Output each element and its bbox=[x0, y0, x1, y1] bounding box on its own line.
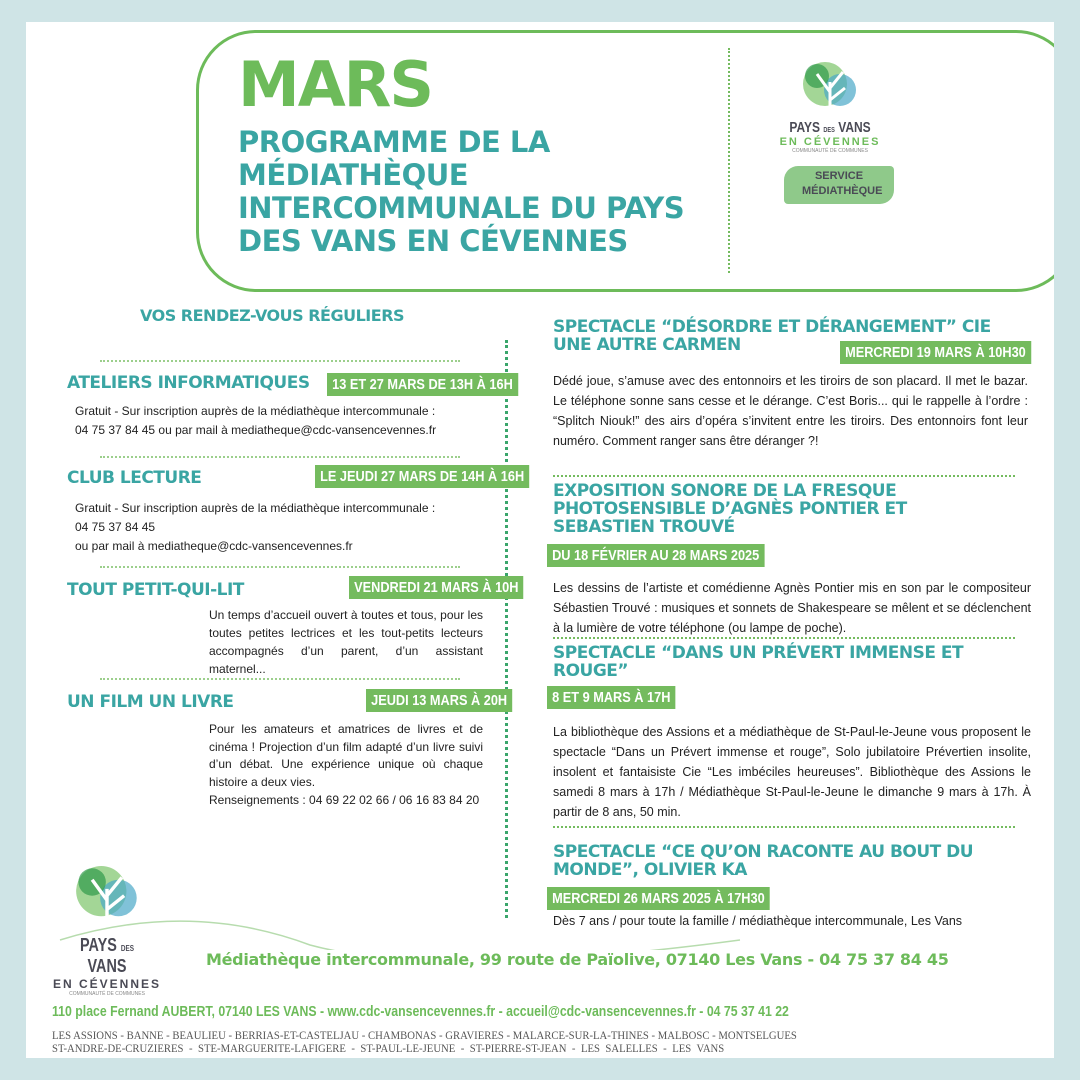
item-title: UN FILM UN LIVRE bbox=[67, 692, 234, 712]
date-badge: LE JEUDI 27 MARS DE 14H À 16H bbox=[315, 465, 529, 488]
date-badge: VENDREDI 21 MARS À 10H bbox=[349, 576, 524, 599]
logo-text: VANS bbox=[838, 119, 871, 136]
item-title: CLUB LECTURE bbox=[67, 468, 202, 488]
divider bbox=[100, 566, 460, 568]
item-contact: Renseignements : 04 69 22 02 66 / 06 16 83 84 20 bbox=[209, 793, 480, 807]
logo-text: DES bbox=[120, 944, 134, 953]
column-divider bbox=[505, 340, 508, 918]
event-title: SPECTACLE “DANS UN PRÉVERT IMMENSE ET ROUGE” bbox=[553, 643, 964, 681]
item-title: TOUT PETIT-QUI-LIT bbox=[67, 580, 244, 600]
logo-text: PAYS bbox=[789, 119, 821, 136]
date-badge: DU 18 FÉVRIER AU 28 MARS 2025 bbox=[547, 544, 764, 567]
footer-logo bbox=[52, 850, 162, 997]
logo-text: PAYS bbox=[80, 935, 117, 955]
logo bbox=[770, 52, 890, 154]
item-text: Un temps d’accueil ouvert à toutes et tous, pour les toutes petites lectrices et les tout-petits lecteurs accompagnés d’un parent, d’un assistant maternel... bbox=[209, 608, 483, 676]
frame-right bbox=[1054, 0, 1080, 1080]
tree-logo-icon bbox=[67, 850, 147, 930]
event-text: Les dessins de l’artiste et comédienne Agnès Pontier mis en son par le compositeur Sébastien Trouvé : musiques et sonnets de Shakespeare se mêlent et se déclenchent à la lumière de votre téléphone (ou lampe de poche). bbox=[553, 581, 1031, 635]
item-text: Gratuit - Sur inscription auprès de la médiathèque intercommunale : 04 75 37 84 45 ou par mail à mediatheque@cdc-vansencevennes.fr bbox=[75, 404, 437, 437]
event-text: Dédé joue, s’amuse avec des entonnoirs et les tiroirs de son placard. Il met le bazar. Le téléphone sonne sans cesse et le dérange. C’est Boris... qui le rappelle à l’ordre : “Splitch Niouk!” des airs d’opéra s’invitent entre les tiroirs. Des entonnoirs font leur numéro. Comment ranger sans être déranger ?! bbox=[553, 374, 1028, 448]
communes-line-1: LES ASSIONS - BANNE - BEAULIEU - BERRIAS-ET-CASTELJAU - CHAMBONAS - GRAVIERES - MALARCE-SUR-LA-THINES - MALBOSC - MONTSELGUES bbox=[52, 1030, 797, 1042]
date-badge: MERCREDI 26 MARS 2025 À 17H30 bbox=[547, 887, 770, 910]
logo-wordmark bbox=[782, 119, 878, 136]
divider bbox=[553, 475, 1015, 477]
date-badge: 13 ET 27 MARS DE 13H À 16H bbox=[327, 373, 518, 396]
header-divider bbox=[728, 48, 730, 273]
date-badge: 8 ET 9 MARS À 17H bbox=[547, 686, 676, 709]
event-text: Dès 7 ans / pour toute la famille / médiathèque intercommunale, Les Vans bbox=[553, 914, 963, 928]
divider bbox=[100, 678, 460, 680]
contact-line: 110 place Fernand AUBERT, 07140 LES VANS - www.cdc-vansencevennes.fr - accueil@cdc-vansencevennes.fr - 04 75 37 41 22 bbox=[52, 1003, 789, 1020]
divider bbox=[100, 456, 460, 458]
month-title: MARS bbox=[238, 48, 433, 121]
logo-text: VANS bbox=[87, 956, 127, 976]
event-title: SPECTACLE “CE QU’ON RACONTE AU BOUT DU MONDE”, OLIVIER KA bbox=[553, 842, 974, 880]
item-title: ATELIERS INFORMATIQUES bbox=[67, 373, 310, 393]
logo-text: DES bbox=[823, 127, 835, 134]
event-text: La bibliothèque des Assions et a médiathèque de St-Paul-le-Jeune vous proposent le spectacle “Dans un Prévert immense et rouge”, Solo jubilatoire Prévertien insolite, insolent et fantaisiste Cie “Les imbéciles heureuses”. Bibliothèque des Assions le samedi 8 mars à 17h / Médiathèque St-Paul-le-Jeune le dimanche 9 mars à 17h. À partir de 8 ans, 50 min. bbox=[553, 725, 1031, 819]
event-title: EXPOSITION SONORE DE LA FRESQUE PHOTOSENSIBLE D’AGNÈS PONTIER ET SEBASTIEN TROUVÉ bbox=[553, 481, 907, 537]
logo-subtitle: EN CÉVENNES bbox=[52, 977, 162, 991]
service-badge: SERVICE MÉDIATHÈQUE bbox=[784, 166, 894, 204]
item-text: Gratuit - Sur inscription auprès de la médiathèque intercommunale : 04 75 37 84 45 ou par mail à mediatheque@cdc-vansencevennes.fr bbox=[75, 501, 436, 553]
divider bbox=[553, 826, 1015, 828]
date-badge: JEUDI 13 MARS À 20H bbox=[366, 689, 512, 712]
logo-subtitle: EN CÉVENNES bbox=[779, 136, 881, 148]
date-badge: MERCREDI 19 MARS À 10H30 bbox=[840, 341, 1031, 364]
frame-top bbox=[0, 0, 1080, 22]
logo-tagline: COMMUNAUTÉ DE COMMUNES bbox=[792, 148, 868, 154]
tree-logo-icon bbox=[795, 52, 865, 114]
page-title: PROGRAMME DE LA MÉDIATHÈQUE INTERCOMMUNALE DU PAYS DES VANS EN CÉVENNES bbox=[238, 125, 685, 258]
event-title: SPECTACLE “DÉSORDRE ET DÉRANGEMENT” CIE UNE AUTRE CARMEN bbox=[553, 317, 991, 355]
divider bbox=[553, 637, 1015, 639]
item-text: Pour les amateurs et amatrices de livres et de cinéma ! Projection d’un film adapté d’un livre suivi d’un débat. Une expérience unique où chaque histoire a deux vies. bbox=[209, 722, 483, 789]
logo-tagline: COMMUNAUTÉ DE COMMUNES bbox=[69, 991, 145, 997]
library-address: Médiathèque intercommunale, 99 route de Païolive, 07140 Les Vans - 04 75 37 84 45 bbox=[206, 950, 949, 969]
communes-line-2: ST-ANDRE-DE-CRUZIERES - STE-MARGUERITE-LAFIGERE - ST-PAUL-LE-JEUNE - ST-PIERRE-ST-JEAN - LES SALELLES - LES VANS bbox=[52, 1043, 725, 1055]
divider bbox=[100, 360, 460, 362]
section-title: VOS RENDEZ-VOUS RÉGULIERS bbox=[140, 306, 405, 325]
logo-wordmark bbox=[63, 935, 151, 977]
